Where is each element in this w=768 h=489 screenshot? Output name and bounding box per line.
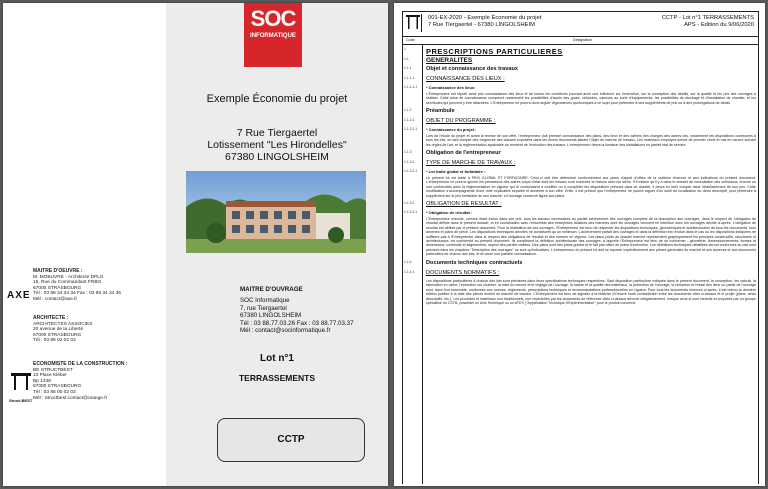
spec-body bbox=[402, 44, 759, 484]
spec-row-text: Objet et connaissance des travaux bbox=[426, 66, 519, 72]
spec-row-text: * Obligation de résultat : bbox=[426, 210, 473, 215]
spec-row-code: 1.1.4.1 bbox=[404, 270, 415, 274]
spec-row-text: * Connaissance des lieux: bbox=[426, 85, 476, 90]
spec-row-text: OBJET DU PROGRAMME : bbox=[426, 118, 496, 124]
contact-architect bbox=[33, 316, 92, 344]
client-city: 67380 LINGOLSHEIM bbox=[240, 312, 302, 320]
spec-row-code: 1.1.3.1 bbox=[404, 160, 415, 164]
spec-row-text: * Connaissance du projet : bbox=[426, 127, 477, 132]
address-line-1: 7 Rue Tiergaertel bbox=[236, 127, 318, 139]
contact-line: 67000 STRASBOURG bbox=[33, 384, 82, 390]
project-title: Exemple Économie du projet bbox=[206, 93, 348, 105]
spec-row-text: Documents techniques contractuels bbox=[426, 260, 523, 266]
contact-line: Bp 1438 bbox=[33, 378, 51, 384]
client-phone: Tél : 03 88.77.03.26 Fax : 03 88.77.03.37 bbox=[240, 319, 354, 327]
spec-row-text: * Lot traité global et forfaitaire : bbox=[426, 169, 486, 174]
struct-best-text: Struct.BEST bbox=[9, 398, 33, 403]
header-left bbox=[428, 15, 541, 29]
specification-page bbox=[394, 3, 765, 486]
spec-row-text: Préambule bbox=[426, 108, 455, 114]
spec-row-text: Obligation de l'entrepreneur bbox=[426, 150, 501, 156]
client-name: SOC Informatique bbox=[240, 297, 290, 305]
contact-line: 67000 STRASBOURG bbox=[33, 285, 82, 291]
contact-line: Tél : 03 88 00 02 03 bbox=[33, 389, 76, 395]
header-lot: CCTP - Lot n°1 TERRASSEMENTS bbox=[661, 15, 754, 21]
logo-subtext: INFORMATIQUE bbox=[250, 33, 296, 39]
spec-row-code: 1.1.3 bbox=[404, 150, 412, 154]
spec-row-code: 1 bbox=[404, 47, 406, 51]
col-desc-label: Désignation bbox=[573, 38, 592, 42]
doc-type-box: CCTP bbox=[217, 418, 365, 462]
contact-line: Tél : 03 88 34 34 34 Fax : 03 88 34 34 35 bbox=[33, 291, 122, 297]
client-mail: Mél : contact@socinformatique.fr bbox=[240, 327, 331, 335]
spec-row-code: 1.1.1 bbox=[404, 66, 412, 70]
page-header bbox=[402, 11, 759, 37]
contact-role: MAITRE D'OEUVRE : bbox=[33, 268, 83, 274]
struct-best-icon bbox=[9, 373, 33, 399]
lot-number: Lot n°1 bbox=[260, 353, 294, 364]
contact-line: BE STRUCTBEST bbox=[33, 367, 73, 373]
contact-role: ARCHITECTE : bbox=[33, 315, 69, 321]
spec-row-text: GENERALITES bbox=[426, 57, 473, 64]
spec-row-code: 1.1 bbox=[404, 57, 409, 61]
contact-economist bbox=[33, 362, 128, 401]
cover-left-band bbox=[3, 3, 166, 486]
address-line-2: Lotissement "Les Hirondelles" bbox=[207, 139, 347, 151]
spec-row-text: CONNAISSANCE DES LIEUX : bbox=[426, 76, 505, 82]
client-street: 7, rue Tiergaertel bbox=[240, 304, 287, 312]
spec-row-code: 1.1.3.2 bbox=[404, 201, 415, 205]
spec-row-code: 1.1.2.1.1 bbox=[404, 127, 418, 131]
spec-row-code: 1.1.3.2.1 bbox=[404, 210, 418, 214]
cover-page bbox=[3, 3, 388, 486]
spec-row-text: TYPE DE MARCHE DE TRAVAUX : bbox=[426, 160, 516, 166]
lot-name: TERRASSEMENTS bbox=[238, 373, 316, 383]
building-photo-illustration bbox=[186, 171, 366, 253]
struct-best-icon bbox=[405, 14, 421, 32]
header-address: 7 Rue Tiergaertel - 67380 LINGOLSHEIM bbox=[428, 22, 535, 28]
spec-row-text: OBLIGATION DE RESULTAT : bbox=[426, 201, 502, 207]
logo-text: SOC bbox=[250, 6, 296, 31]
spec-row-code: 1.1.1.1.1 bbox=[404, 85, 418, 89]
soc-logo bbox=[244, 3, 302, 67]
header-logo bbox=[405, 14, 422, 32]
address-line-3: 67380 LINGOLSHEIM bbox=[225, 151, 329, 163]
client-heading: MAITRE D'OUVRAGE bbox=[240, 286, 303, 293]
spec-row-text: L'Entrepreneur exécute, comme étant inclus dans son prix, tous les travaux nécessaires au parfait achèvement des ouvrages complets de la description des ouvrages, dans le respect de l'obligation de résultat définie dans le présent dossier, et en coordination avec l'ensemble des entreprises titulaires des marchés dont les ouvrages viennent en interface avec les ouvrages décrits ci-après. L'obligation de résultat est définie par le présent document. Pour la réalisation de ces ouvrages, l'Entrepreneur est tenu de respecter les dispositions techniques, géométriques et architecturales de tous les documents, tous annexes et plans de pièce. Les dispositions techniques décrites ne constituent qu'un minimum. L'achèvement parfait des ouvrages et dans la définition est rendue dans le cas où les dispositions indiquées ne suffisent pas à l'Entrepreneur dans le respect des obligations de résultat et des normes en vigueur. Les plans joints au dossier marché représentent graphiquement les principes constructifs, structurels et architecturaux, en conformité au présent document. Ils constituent la définition architecturale des ouvrages, à laquelle l'Entrepreneur est tenu de se conformer : géométrie, dimensionnements, formes et dimensions, continuité et alignements, aspect des parties visibles. Des plans sont des plans guides et le fait pas office de plans d'exécution. Les définitions techniques détaillées seront conformes au cas sont précisés dans les chapitres "Description des ouvrages" ne sont qu'indicatives. L'entrepreneur du présent lot doit se reporter impérativement aux pièces générales du marché et ses annexes et aux documents particuliers de chacun des lots, et en avoir une parfaite connaissance. bbox=[426, 217, 756, 257]
contact-line: Mél : Structbest.contact@orange.fr bbox=[33, 395, 108, 401]
axe-logo: AXE bbox=[7, 290, 31, 301]
spec-row-code: 1.1.2.1 bbox=[404, 118, 415, 122]
contact-line: ARCHITECTES ASSOCIES bbox=[33, 321, 93, 327]
header-project-code: 001-EX-2020 - Exemple Économie du projet bbox=[428, 15, 542, 21]
contact-line: 16, Rue du Commandant FRBO bbox=[33, 280, 102, 286]
contact-architect-moe bbox=[33, 269, 121, 303]
contact-line: M. MOBUVRE - Architecte DPLG bbox=[33, 274, 104, 280]
spec-row-code: 1.1.2 bbox=[404, 108, 412, 112]
spec-row-text: Le présent lot est traité à PRIX GLOBAL ET FORFAITAIRE. Celui-ci doit être déterminé conformément aux plans d'appel d'offres de la maîtrise d'oeuvre et aux indications du présent document. L'entrepreneur ne pourra ignorer les prestations des autres corps d'état dont les travaux sont exécutés en liaison avec les siens. S'il estime qu'il y a dans le dossier de consultation des omissions, erreurs ou non conformités avec la réglementation en vigueur qui le conduiraient à modifier ou à compléter les dispositions prévues dans ce dossier, il devra en tenir compte dans l'établissement de son prix. Cette modification s'accompagnerait d'une note explicative séparée et annexée à son offre. Enfin, il est précisé que l'entrepreneur ne pourra arguer d'un oubli de localisation du devis descriptif, pour prétendre à supplément sur le prix forfaitaire de son marché, si l'ouvrage concerné figure aux plans. bbox=[426, 176, 756, 198]
struct-best-logo bbox=[9, 373, 33, 403]
contact-line: 10 Place Kléber bbox=[33, 373, 67, 379]
header-right bbox=[662, 15, 754, 29]
header-phase: APS - Edition du 9/06/2020 bbox=[684, 22, 754, 28]
spec-row-text: Les dispositions particulières à chacun des lots sont précisées dans leurs spécifications techniques respectives. Sauf disposition particulière indiquée dans le présent document, la conception, les calculs, la fabrication en usine, l'exécution sur chantier, la mise en oeuvre et le réglage de l'ouvrage, la nature et la qualité des matériaux, la protection de l'ouvrage, la réception et l'essai des lieux ou partie de l'ouvrage sont, dans leur ensemble, conformes aux normes, règlements, prescriptions techniques et recommandations professionnelles en vigueur. Pour tous les documents énoncés ci-après, il est retenu la dernière édition publiée à la date des pièces écrites du marché de travaux. L'Entrepreneur est tenu de signaler à la Maîtrise d'Oeuvre toute contradiction entre les documents cités ci-dessus et le projet (plans, devis descriptifs, etc.). Les procédés et matériaux non traditionnels, non répertoriés par les documents de référence cités ci-dessus devront obligatoirement, lorsque ceux-ci sont instruits et proposés par un groupe spécialisé du CSTB, posséder un Avis Technique ou un ATEX ("Appréciation Technique d'Expérimentation" pour le produit concerné. bbox=[426, 279, 756, 306]
project-photo bbox=[186, 171, 366, 253]
spec-row-text: Lors de l'étude du projet et avant la remise de son offre, l'entrepreneur doit prendre connaissance des plans, des lieux et des cahiers des charges des autres lots, notamment les dispositions communes à tous les lots, en tant compte des exigences des clauses exposées dans les divers documents faisant l'objet du marché de travaux. Les matériaux employés seront de premier choix et mis en oeuvre suivant les règles de l'art, et la réglementation applicable au moment de l'exécution des travaux. L'entrepreneur devra la livraison des installations en parfait état de service. bbox=[426, 134, 756, 147]
spec-row-code: 1.1.4 bbox=[404, 260, 412, 264]
spec-row-code: 1.1.1.1 bbox=[404, 76, 415, 80]
spec-row-text: DOCUMENTS NORMATIFS : bbox=[426, 270, 500, 276]
contact-line: Mél : contact@axe.fr bbox=[33, 296, 78, 302]
contact-line: 20 avenue de la Liberté bbox=[33, 327, 84, 333]
contact-line: Tél : 03 88 02 02 03 bbox=[33, 338, 76, 344]
contact-role: ECONOMISTE DE LA CONSTRUCTION : bbox=[33, 361, 128, 367]
contact-line: 67000 STRASBOURG bbox=[33, 332, 82, 338]
spec-row-code: 1.1.3.1.1 bbox=[404, 169, 418, 173]
spec-row-text: L'Entrepreneur est réputé avoir pris connaissance des lieux et de toutes les conditions pouvant avoir une influence sur l'exécution, sur la conception des détails, sur la qualité et les prix des ouvrages à réaliser. Cette prise de connaissance comprend notamment les possibilités d'accès des grues, véhicules, camions au sortir d'équipements, les possibilités de stockage et d'installation de chantier, et les servitudes qui peuvent y être attachées. L'Entrepreneur ne pourra donc arguer d'ignorances quelconques à ce sujet pour prétendre à des suppléments de prix ou à des prolongations de délais. bbox=[426, 92, 756, 105]
spec-row-text: PRESCRIPTIONS PARTICULIERES bbox=[426, 47, 563, 56]
col-code-label: Code bbox=[406, 38, 415, 42]
client-block bbox=[240, 286, 354, 334]
